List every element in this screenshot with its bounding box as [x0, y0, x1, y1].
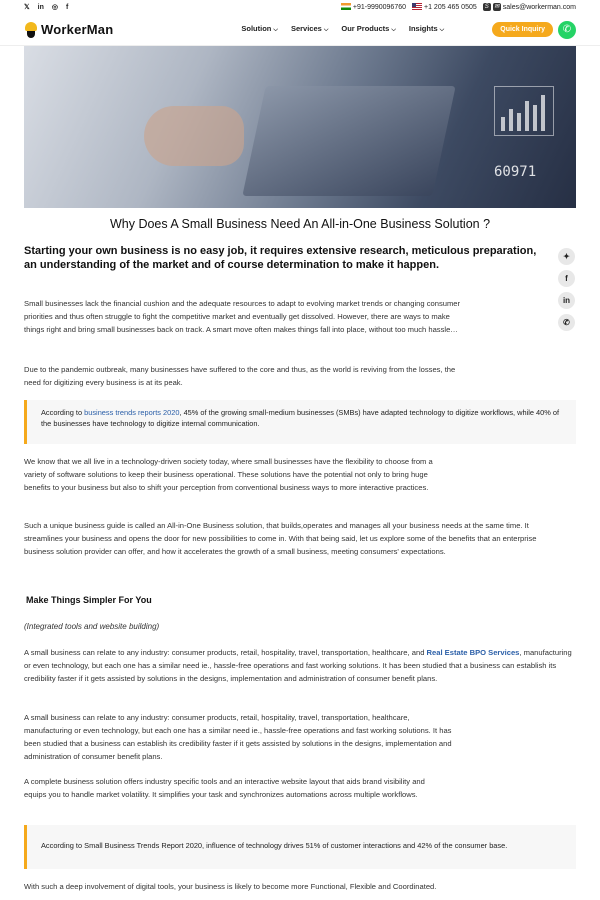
business-trends-link[interactable]: business trends reports 2020: [84, 408, 180, 417]
nav-solution[interactable]: Solution ⌵: [241, 24, 278, 33]
quick-inquiry-button[interactable]: Quick Inquiry: [492, 22, 553, 37]
section-heading-simpler: Make Things Simpler For You: [26, 595, 152, 605]
chevron-down-icon: ⌵: [439, 27, 445, 33]
us-flag-icon: [412, 3, 422, 10]
logo-text: WorkerMan: [41, 22, 114, 37]
linkedin-icon[interactable]: in: [558, 292, 575, 309]
paragraph-6: A small business can relate to any industry: consumer products, retail, hospitality, travel, transportation, healthcare, manufacturing or even technology, but each one has a similar need ie., hassle-free operations and fast working solutions. It has been studied that a business can establish its credibility faster if it gets assisted by solutions in the designs, implementation and administration of consumer benefit plans.: [24, 713, 452, 761]
nav-insights[interactable]: Insights ⌵: [408, 24, 445, 33]
paragraph-8: With such a deep involvement of digital tools, your business is likely to become more Functional, Flexible and Coordinated.: [24, 882, 437, 891]
paragraph-4: Such a unique business guide is called an All-in-One Business solution, that builds,operates and manages all your business needs at the same time. It streamlines your business and opens the door for new possibilities to come in. With that being said, let us explore some of the benefits that an enterprise business solution provider can offer, and how it accelerates the growth of a small business, meeting consumers' expectations.: [24, 521, 537, 556]
paragraph-2: Due to the pandemic outbreak, many businesses have suffered to the core and thus, as the world is reviving from the losses, the need for digitizing every business is at its peak.: [24, 365, 456, 387]
paragraph-3: We know that we all live in a technology-driven society today, where small businesses have the flexibility to choose from a variety of software solutions to keep their business operational. These solutions have the potential not only to bring huge benefits to your business but also to shift your perception from conventional business ways to more interactive practices.: [24, 457, 433, 492]
italic-note: (Integrated tools and website building): [24, 622, 160, 631]
article-title: Why Does A Small Business Need An All-in-One Business Solution ?: [109, 217, 491, 231]
whatsapp-icon[interactable]: ✆: [558, 314, 575, 331]
quote-block-1: According to business trends reports 2020, 45% of the growing small-medium businesses (SMBs) have adapted technology to digitize workflows, while 40% of the businesses have technology to digitize internal communication.: [24, 400, 576, 444]
india-flag-icon: [341, 3, 351, 10]
whatsapp-icon[interactable]: ✆: [558, 21, 576, 39]
article-subtitle: Starting your own business is no easy job, it requires extensive research, meticulous preparation, an understanding of the market and of course determination to make it happen.: [24, 245, 537, 271]
hero-overlay-number: 60971: [494, 164, 537, 180]
chevron-down-icon: ⌵: [273, 27, 278, 33]
paragraph-1: Small businesses lack the financial cushion and the adequate resources to adapt to evolving market trends or changing consumer priorities and thus often struggle to fight the competitive market and eventually get dissolved. However, there are ways to make things right and bring small businesses back on track. A smart move often makes things fall into place, without too much hassle…: [24, 299, 461, 334]
main-header: [0, 14, 600, 46]
email-link[interactable]: S ✉ sales@workerman.com: [484, 3, 576, 11]
main-nav: [241, 22, 444, 37]
logo-icon: [24, 22, 38, 38]
nav-our-products[interactable]: Our Products ⌵: [341, 24, 396, 33]
twitter-icon[interactable]: ✦: [558, 248, 575, 265]
chevron-down-icon: ⌵: [323, 27, 329, 33]
hero-chart-overlay: [494, 86, 554, 136]
header-actions: [492, 21, 576, 39]
facebook-icon[interactable]: f: [65, 3, 69, 11]
hero-laptop: [242, 86, 455, 196]
us-phone[interactable]: +1 205 465 0505: [412, 1, 477, 14]
instagram-icon[interactable]: ◎: [51, 3, 58, 11]
real-estate-bpo-link[interactable]: Real Estate BPO Services: [426, 648, 520, 657]
chevron-down-icon: ⌵: [391, 27, 396, 33]
share-bar: [558, 248, 575, 331]
paragraph-7: A complete business solution offers industry specific tools and an interactive website layout that aids brand visibility and equips you to handle market volatility. It simplifies your task and synchronizes automations across multiple workflows.: [24, 777, 425, 799]
nav-services[interactable]: Services ⌵: [290, 24, 329, 33]
top-bar: [0, 0, 600, 14]
india-phone[interactable]: +91-9990096760: [341, 1, 406, 14]
hero-image: [24, 46, 576, 208]
hero-hand: [144, 106, 244, 166]
contact-info: [341, 1, 576, 14]
paragraph-5: A small business can relate to any industry: consumer products, retail, hospitality, travel, transportation, healthcare, and Real Estate BPO Services, manufacturing or even technology, but each one has a similar need ie., hassle-free operations and fast working solutions. It has been studied that a business can establish its credibility faster if it gets assisted by solutions in the designs, implementation and administration of consumer benefit plans.: [24, 648, 572, 683]
quote-block-2: According to Small Business Trends Report 2020, influence of technology drives 51% of customer interactions and 42% of the consumer base.: [24, 825, 576, 869]
logo[interactable]: [24, 22, 113, 38]
mail-icon: ✉: [494, 3, 500, 10]
facebook-icon[interactable]: f: [558, 270, 575, 287]
social-links: [24, 1, 68, 14]
skype-icon[interactable]: S: [484, 3, 489, 10]
linkedin-icon[interactable]: in: [37, 3, 44, 11]
x-twitter-icon[interactable]: 𝕏: [24, 3, 30, 11]
